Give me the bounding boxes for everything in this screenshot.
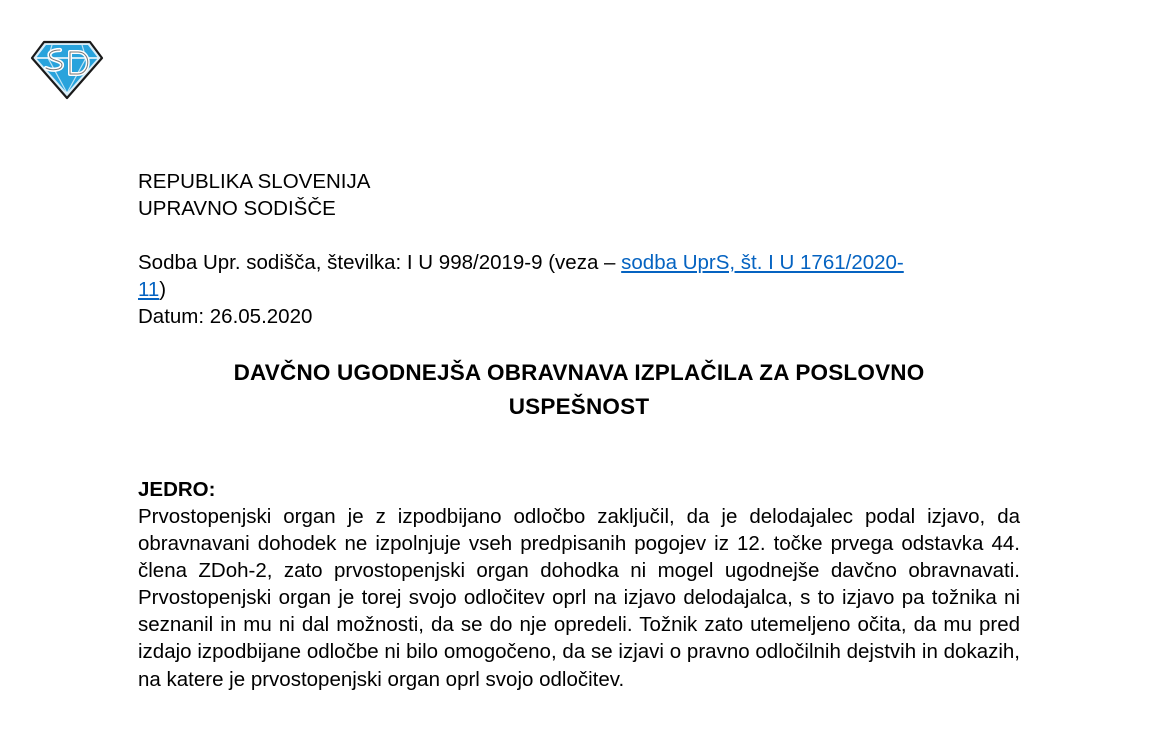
country-name: REPUBLIKA SLOVENIJA — [138, 170, 371, 193]
reference-suffix: ) — [159, 278, 167, 301]
reference-line-2 — [138, 276, 1020, 303]
related-judgment-link[interactable]: sodba UprS, št. I U 1761/2020- — [621, 251, 904, 274]
title-line-1: DAVČNO UGODNEJŠA OBRAVNAVA IZPLAČILA ZA POSLOVNO — [233, 360, 925, 385]
document-date: Datum: 26.05.2020 — [138, 305, 313, 328]
sd-logo-icon — [30, 40, 104, 100]
reference-prefix: Sodba Upr. sodišča, številka: I U 998/2019-9 (veza – — [138, 251, 622, 274]
court-name: UPRAVNO SODIŠČE — [138, 197, 336, 220]
document-title — [138, 356, 1020, 424]
title-line-2: USPEŠNOST — [508, 394, 650, 419]
related-judgment-link-cont[interactable]: 11 — [138, 278, 160, 301]
reference-line — [138, 249, 1020, 276]
core-paragraph: Prvostopenjski organ je z izpodbijano odločbo zaključil, da je delodajalec podal izjavo, da obravnavani dohodek ne izpolnjuje vseh predpisanih pogojev iz 12. točke prvega odstavka 44. člena ZDoh-2, zato prvostopenjski organ dohodka ni mogel ugodnejše davčno obravnavati. Prvostopenjski organ je torej svojo odločitev oprl na izjavo delodajalca, s to izjavo pa tožnika ni seznanil in mu ni dal možnosti, da se do nje opredeli. Tožnik zato utemeljeno očita, da mu pred izdajo izpodbijane odločbe ni bilo omogočeno, da se izjavi o pravno odločilnih dejstvih in dokazih, na katere je prvostopenjski organ oprl svojo odločitev. — [138, 505, 1020, 691]
document-body — [138, 168, 1020, 693]
core-heading: JEDRO: — [138, 478, 216, 501]
